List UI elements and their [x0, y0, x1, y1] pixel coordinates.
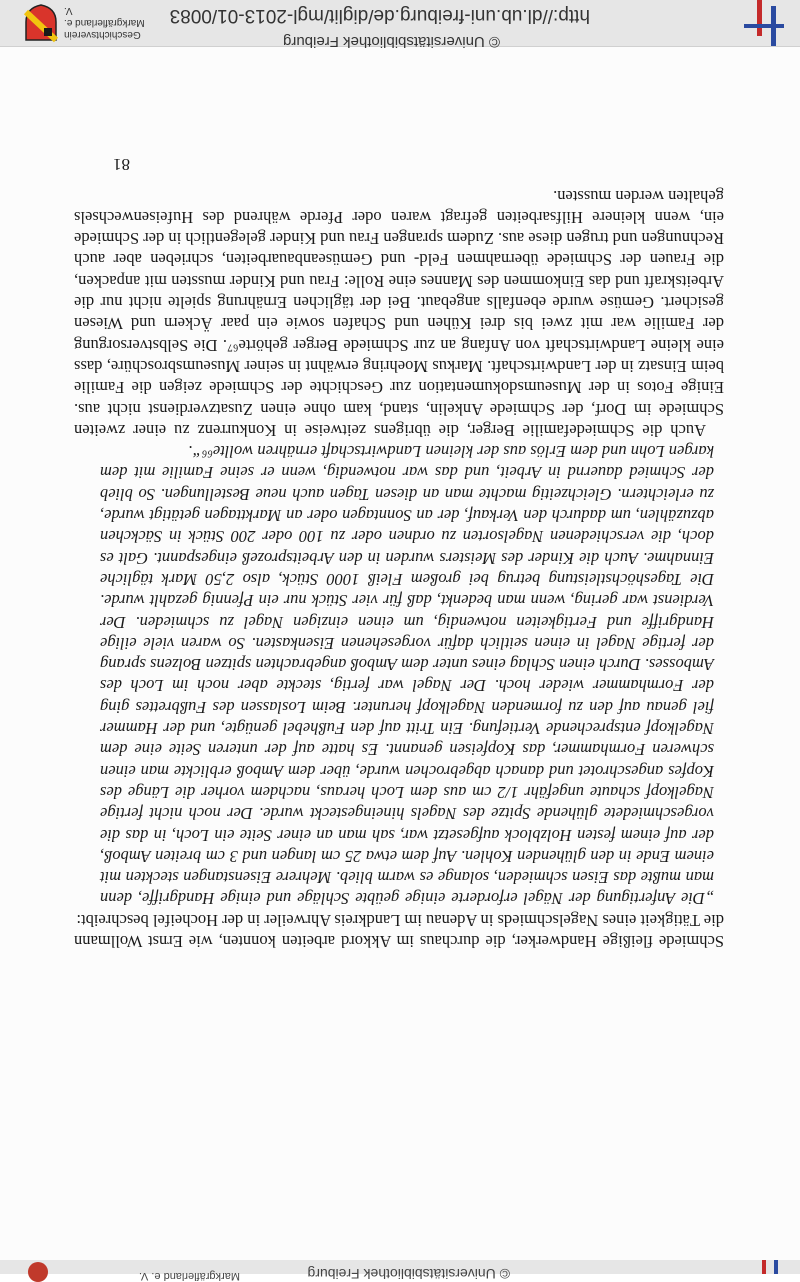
library-logo-icon [730, 1260, 786, 1274]
top-toolbar-fragment [0, 1260, 800, 1282]
society-name [64, 4, 154, 40]
document-header-bar [0, 0, 800, 50]
document-url[interactable]: http://dl.ub.uni-freiburg.de/diglit/mgl-2013-01/0083 [169, 5, 590, 26]
block-quote: „Die Anfertigung der Nägel erforderte einige geübte Schläge und einige Handgriffe, denn man mußte das Eisen schmieden, solange es warm blieb. Mehrere Eisenstangen steckten mit einem Ende in den glühenden Kohlen. Auf dem etwa 25 cm langen und 3 cm breiten Amboß, der auf einem festen Holzblock aufgesetzt war, sah man an einer Seite ein Loch, in das die vorgeschmiedete glühende Spitze des Nagels hineingesteckt wurde. Der noch nicht fertige Nagelkopf schaute ungefähr 1/2 cm aus dem Loch heraus, nachdem vorher die Länge des Kopfes angeschrotet und danach abgebrochen wurde, über dem Amboß erblickte man einen schweren Formhammer, das Kopfeisen genannt. Es hatte auf der unteren Seite eine dem Nagelkopf entsprechende Vertiefung. Ein Tritt auf den Fußhebel genügte, und der Hammer fiel genau auf den zu formenden Nagelkopf herunter. Beim Loslassen des Fußbrettes ging der Formhammer wieder hoch. Der Nagel war fertig, steckte aber noch im Loch des Ambosses. Durch einen Schlag eines unter dem Amboß angebrachten spitzen Bolzens sprang der fertige Nagel in einen seitlich dafür vorgesehenen Eisenkasten. So waren viele eilige Handgriffe und Fertigkeiten notwendig, um einen einzigen Nagel zu schmieden. Der Verdienst war gering, wenn man bedenkt, daß für vier Stück nur ein Pfennig gezahlt wurde. Die Tageshöchstleistung betrug bei großem Fleiß 1000 Stück, also 2,50 Mark tägliche Einnahme. Auch die Kinder des Meisters wurden in den Arbeitsprozeß eingespannt. Galt es doch, die verschiedenen Nagelsorten zu ordnen oder zu 100 oder 200 Stück in Säckchen abzuzählen, um dadurch den Verkauf, der an Sonntagen oder an Markttagen getätigt wurde, zu erleichtern. Gleichzeitig machte man an diesen Tagen auch neue Bestellungen. So blieb der Schmied dauernd in Arbeit, und das war notwendig, wenn er seine Familie mit dem kargen Lohn und dem Erlös aus der kleinen Landwirtschaft ernähren wollte⁶⁶“. [100, 442, 714, 909]
page-number: 81 [113, 155, 130, 174]
bottom-society-fragment: Markgräflerland e. V. [138, 1270, 240, 1282]
society-name-line2: Markgräflerland e. V. [64, 5, 145, 28]
society-name-line1: Geschichtsverein [64, 29, 141, 40]
intro-paragraph: Schmiede fleißige Handwerker, die durchaus im Akkord arbeiten konnten, wie Ernst Wollmann die Tätigkeit eines Nagelschmieds in Adenau im Landkreis Ahrweiler in der Hocheifel beschreibt: [74, 910, 724, 951]
body-paragraph: Auch die Schmiedefamilie Berger, die übrigens zeitweise in Konkurrenz zu einer zweiten Schmiede im Dorf, der Schmiede Ankelin, stand, kam ohne einen Zusatzverdienst nicht aus. Einige Fotos in der Museumsdokumentation zur Geschichte der Schmiede zeigen die Familie beim Einsatz in der Landwirtschaft. Markus Moehring erwähnt in seiner Museumsbroschüre, dass eine kleine Landwirtschaft von Anfang an zur Schmiede Berger gehörte⁶⁷. Die Selbstversorgung der Familie war mit zwei bis drei Kühen und Schafen sowie ein paar Äckern und Wiesen gesichert. Gemüse wurde ebenfalls angebaut. Bei der täglichen Ernährung spielte nicht nur die Arbeitskraft und das Einkommen des Mannes eine Rolle: Frau und Kinder mussten mit anpacken, die Frauen der Schmiede übernahmen Feld- und Gemüseanbauarbeiten, schrieben aber auch Rechnungen und trugen diese aus. Zudem sprangen Frau und Kinder gelegentlich in der Schmiede ein, wenn kleinere Hilfsarbeiten gefragt waren oder Pferde während des Hufeisenwechsels gehalten werden mussten. [74, 186, 724, 440]
copyright-text: © Universitätsbibliothek Freiburg [283, 33, 500, 50]
society-crest-icon [24, 1260, 52, 1274]
page-body-text [74, 185, 724, 952]
bottom-copyright-fragment: © Universitätsbibliothek Freiburg [307, 1266, 510, 1282]
society-crest-icon [24, 4, 58, 42]
library-logo-icon [730, 0, 786, 46]
